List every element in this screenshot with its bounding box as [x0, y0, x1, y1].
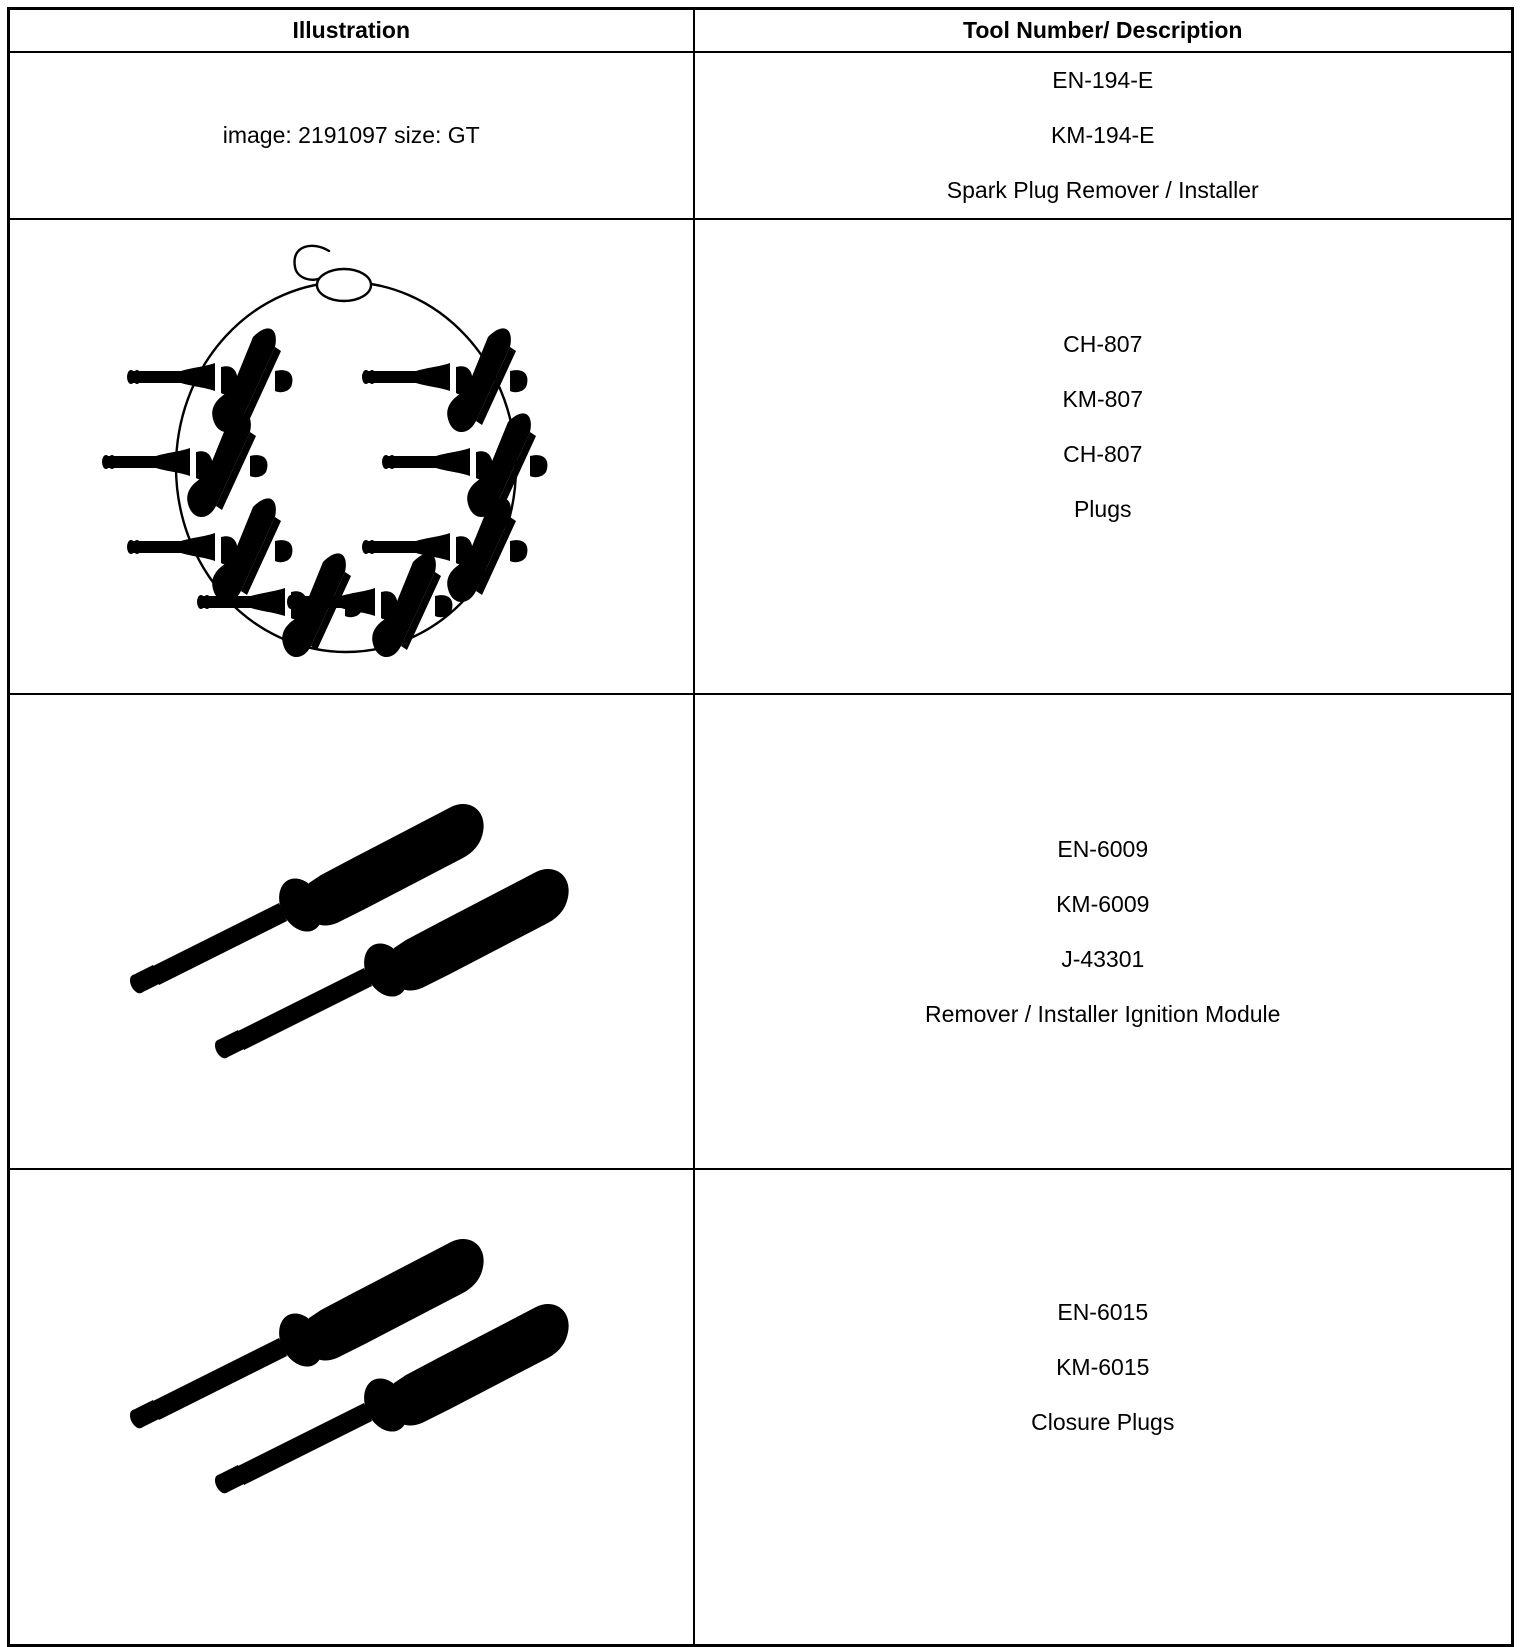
illustration-header: Illustration — [9, 9, 694, 53]
tool-description: Remover / Installer Ignition Module — [925, 1000, 1281, 1027]
tool-number: KM-6009 — [1056, 890, 1150, 917]
tool-number: EN-6015 — [1057, 1298, 1149, 1325]
description-cell — [694, 694, 1513, 1169]
illustration-cell — [9, 694, 694, 1169]
tool-number: J-43301 — [1061, 945, 1145, 972]
closure-plug-set-icon — [91, 237, 611, 677]
tool-description: Spark Plug Remover / Installer — [946, 177, 1259, 203]
tool-description: Closure Plugs — [1031, 1408, 1175, 1435]
description-header: Tool Number/ Description — [694, 9, 1513, 53]
screwdriver-pair-icon — [91, 1187, 611, 1547]
tool-number: KM-6015 — [1056, 1353, 1150, 1380]
tool-number: EN-6009 — [1057, 835, 1149, 862]
tool-description: Plugs — [1073, 495, 1132, 522]
table-row — [9, 219, 1513, 694]
illustration-cell — [9, 219, 694, 694]
header-row — [9, 9, 1513, 53]
tool-number: KM-194-E — [1050, 122, 1155, 148]
table-row — [9, 1169, 1513, 1646]
description-cell — [694, 1169, 1513, 1646]
description-cell — [694, 219, 1513, 694]
tool-number: KM-807 — [1062, 385, 1144, 412]
tool-number: CH-807 — [1063, 330, 1143, 357]
tool-number: EN-194-E — [1052, 67, 1154, 93]
image-placeholder-text: image: 2191097 size: GT — [222, 122, 480, 148]
tools-table — [7, 7, 1514, 1647]
table-row — [9, 694, 1513, 1169]
tool-number: CH-807 — [1063, 440, 1143, 467]
illustration-cell — [9, 52, 694, 219]
description-lines — [695, 822, 1512, 1042]
illustration-cell — [9, 1169, 694, 1646]
description-lines — [695, 317, 1512, 537]
description-lines — [695, 53, 1512, 218]
description-lines — [695, 1285, 1512, 1450]
description-cell — [694, 52, 1513, 219]
screwdriver-pair-icon — [91, 752, 611, 1112]
table-row — [9, 52, 1513, 219]
